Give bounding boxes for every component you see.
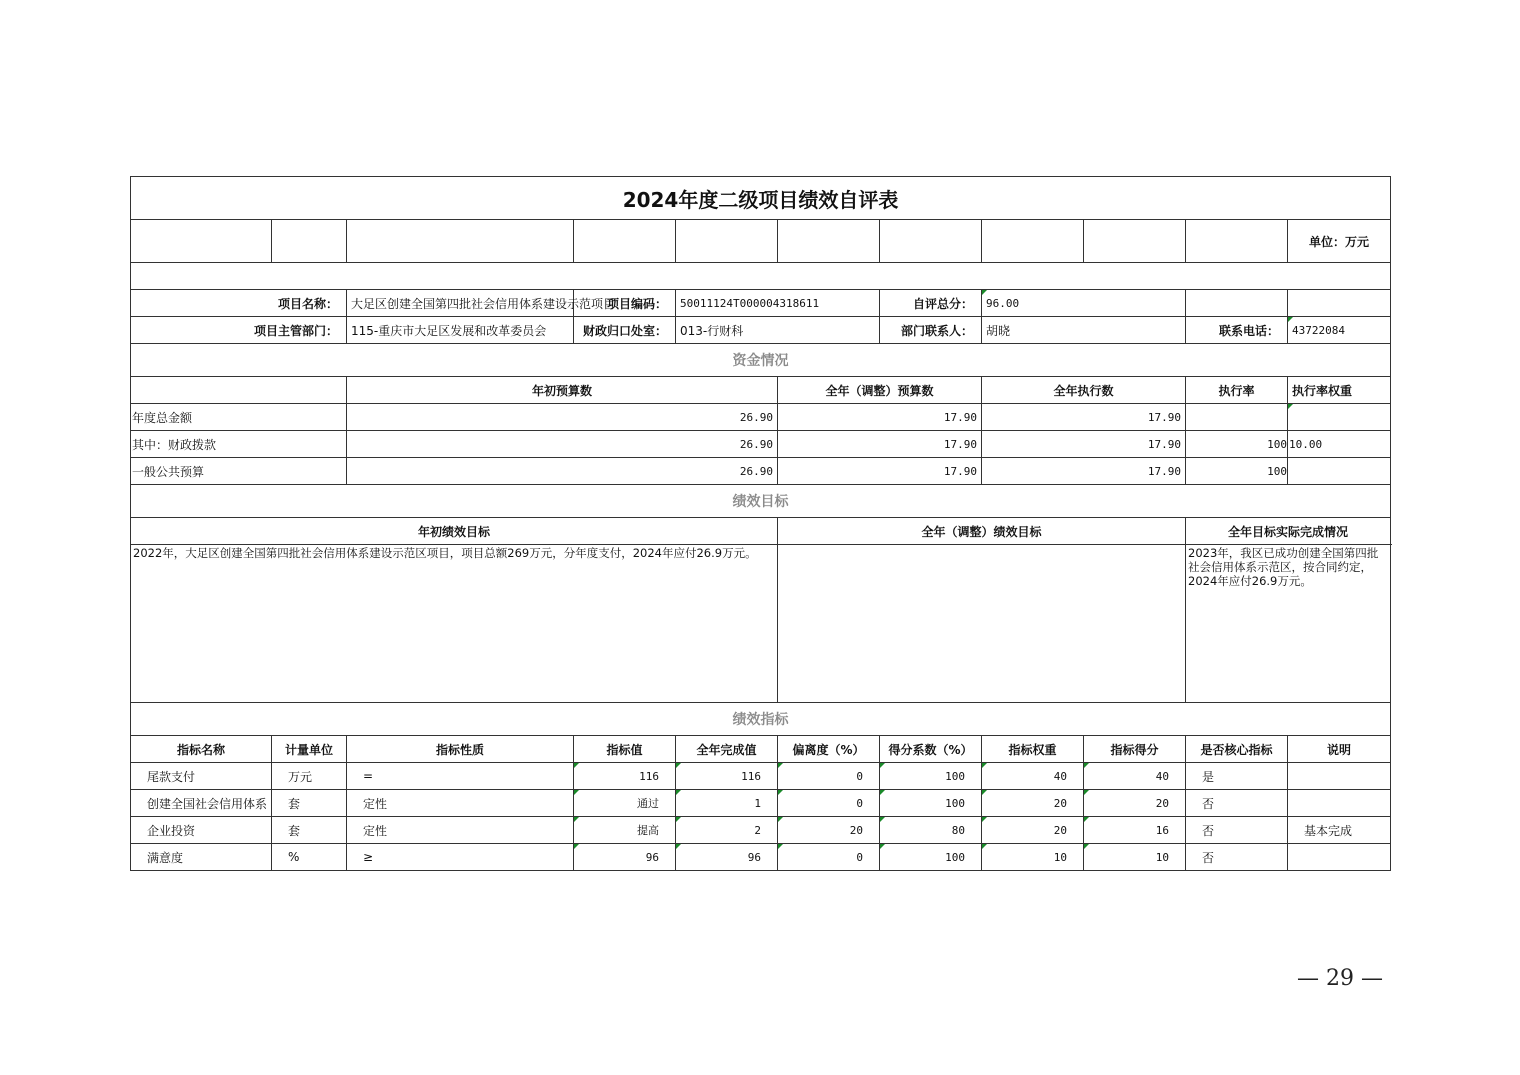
funds-adjusted: 17.90 (778, 404, 982, 431)
funds-header: 执行率 (1186, 377, 1288, 404)
indicator-core: 是 (1186, 763, 1288, 790)
funds-header-row (131, 377, 1391, 404)
goals-header: 全年目标实际完成情况 (1186, 518, 1391, 545)
indicator-row (131, 817, 1391, 844)
indicator-deviation: 0 (778, 790, 880, 817)
goals-header-row (131, 518, 1391, 545)
indicator-nature: 定性 (347, 790, 574, 817)
indicator-row (131, 844, 1391, 871)
phone-label: 联系电话： (1186, 317, 1288, 344)
indicator-score: 40 (1084, 763, 1186, 790)
department-label: 项目主管部门： (131, 317, 347, 344)
indicator-target: 通过 (574, 790, 676, 817)
indicator-unit: 套 (272, 817, 347, 844)
indicator-note (1288, 844, 1391, 871)
table-title: 2024年度二级项目绩效自评表 (131, 177, 1391, 220)
indicator-note (1288, 763, 1391, 790)
goals-section-title: 绩效目标 (131, 485, 1391, 518)
indicator-target: 96 (574, 844, 676, 871)
funds-executed: 17.90 (982, 404, 1186, 431)
indicator-header: 是否核心指标 (1186, 736, 1288, 763)
indicator-nature: 定性 (347, 817, 574, 844)
indicator-header: 指标性质 (347, 736, 574, 763)
funds-header: 年初预算数 (347, 377, 778, 404)
indicator-note (1288, 790, 1391, 817)
indicator-core: 否 (1186, 817, 1288, 844)
indicator-coefficient: 80 (880, 817, 982, 844)
indicator-score: 10 (1084, 844, 1186, 871)
indicator-score: 16 (1084, 817, 1186, 844)
indicator-core: 否 (1186, 844, 1288, 871)
indicator-nature: = (347, 763, 574, 790)
funds-header: 全年（调整）预算数 (778, 377, 982, 404)
indicator-coefficient: 100 (880, 844, 982, 871)
indicator-name: 满意度 (131, 844, 272, 871)
indicator-unit: 万元 (272, 763, 347, 790)
indicator-actual: 96 (676, 844, 778, 871)
indicator-actual: 116 (676, 763, 778, 790)
department-value: 115-重庆市大足区发展和改革委员会 (347, 317, 574, 344)
indicator-header: 指标名称 (131, 736, 272, 763)
self-score-value: 96.00 (982, 290, 1186, 317)
indicator-header: 指标得分 (1084, 736, 1186, 763)
indicator-deviation: 20 (778, 817, 880, 844)
indicator-name: 企业投资 (131, 817, 272, 844)
funds-rate: 100 (1186, 431, 1288, 458)
goals-header: 年初绩效目标 (131, 518, 778, 545)
page-number: — 29 — (1297, 966, 1383, 991)
indicator-target: 116 (574, 763, 676, 790)
indicator-weight: 40 (982, 763, 1084, 790)
indicator-header: 指标权重 (982, 736, 1084, 763)
funds-section-title: 资金情况 (131, 344, 1391, 377)
project-name-label: 项目名称： (131, 290, 347, 317)
phone-value: 43722084 (1288, 317, 1391, 344)
funds-row-name: 年度总金额 (131, 404, 347, 431)
indicator-row (131, 790, 1391, 817)
indicator-header: 计量单位 (272, 736, 347, 763)
funds-rate: 100 (1186, 458, 1288, 485)
indicator-header: 得分系数（%） (880, 736, 982, 763)
unit-label: 单位：万元 (1288, 220, 1391, 263)
indicator-actual: 1 (676, 790, 778, 817)
funds-initial: 26.90 (347, 404, 778, 431)
performance-evaluation-table (130, 176, 1391, 871)
indicator-score: 20 (1084, 790, 1186, 817)
project-code-value: 50011124T000004318611 (676, 290, 880, 317)
indicator-note: 基本完成 (1288, 817, 1391, 844)
funds-row (131, 458, 1391, 485)
funds-header: 执行率权重 (1288, 377, 1391, 404)
adjusted-goal-text (778, 545, 1186, 703)
funds-header: 全年执行数 (982, 377, 1186, 404)
indicator-header: 偏离度（%） (778, 736, 880, 763)
finance-office-label: 财政归口处室： (574, 317, 676, 344)
self-score-label: 自评总分： (880, 290, 982, 317)
indicator-header: 说明 (1288, 736, 1391, 763)
funds-weight (1288, 404, 1391, 431)
funds-row (131, 404, 1391, 431)
indicator-name: 尾款支付 (131, 763, 272, 790)
project-info-row-1 (131, 290, 1391, 317)
goals-content-row (131, 545, 1391, 703)
funds-weight: 10.00 (1288, 431, 1391, 458)
indicator-target: 提高 (574, 817, 676, 844)
indicator-unit: 套 (272, 790, 347, 817)
indicator-header: 全年完成值 (676, 736, 778, 763)
indicator-weight: 20 (982, 790, 1084, 817)
contact-label: 部门联系人： (880, 317, 982, 344)
funds-adjusted: 17.90 (778, 458, 982, 485)
funds-row-name: 一般公共预算 (131, 458, 347, 485)
funds-initial: 26.90 (347, 458, 778, 485)
indicator-coefficient: 100 (880, 763, 982, 790)
initial-goal-text: 2022年，大足区创建全国第四批社会信用体系建设示范区项目，项目总额269万元，分年度支付，2024年应付26.9万元。 (131, 545, 778, 703)
indicator-core: 否 (1186, 790, 1288, 817)
indicator-deviation: 0 (778, 763, 880, 790)
funds-executed: 17.90 (982, 458, 1186, 485)
blank-row (131, 263, 1391, 290)
funds-rate (1186, 404, 1288, 431)
indicator-deviation: 0 (778, 844, 880, 871)
contact-value: 胡晓 (982, 317, 1186, 344)
goals-header: 全年（调整）绩效目标 (778, 518, 1186, 545)
funds-initial: 26.90 (347, 431, 778, 458)
actual-completion-text: 2023年，我区已成功创建全国第四批社会信用体系示范区，按合同约定，2024年应付26.9万元。 (1186, 545, 1391, 703)
funds-adjusted: 17.90 (778, 431, 982, 458)
indicator-nature: ≥ (347, 844, 574, 871)
project-info-row-2 (131, 317, 1391, 344)
indicators-section-title: 绩效指标 (131, 703, 1391, 736)
funds-row-name: 其中：财政拨款 (131, 431, 347, 458)
indicator-header: 指标值 (574, 736, 676, 763)
funds-weight (1288, 458, 1391, 485)
indicator-weight: 10 (982, 844, 1084, 871)
project-code-label: 项目编码： (574, 290, 676, 317)
indicator-row (131, 763, 1391, 790)
indicator-name: 创建全国社会信用体系 (131, 790, 272, 817)
project-name-value: 大足区创建全国第四批社会信用体系建设示范项目 (347, 290, 574, 317)
funds-executed: 17.90 (982, 431, 1186, 458)
indicator-weight: 20 (982, 817, 1084, 844)
funds-row (131, 431, 1391, 458)
indicator-actual: 2 (676, 817, 778, 844)
finance-office-value: 013-行财科 (676, 317, 880, 344)
indicator-coefficient: 100 (880, 790, 982, 817)
indicator-unit: % (272, 844, 347, 871)
indicators-header-row (131, 736, 1391, 763)
